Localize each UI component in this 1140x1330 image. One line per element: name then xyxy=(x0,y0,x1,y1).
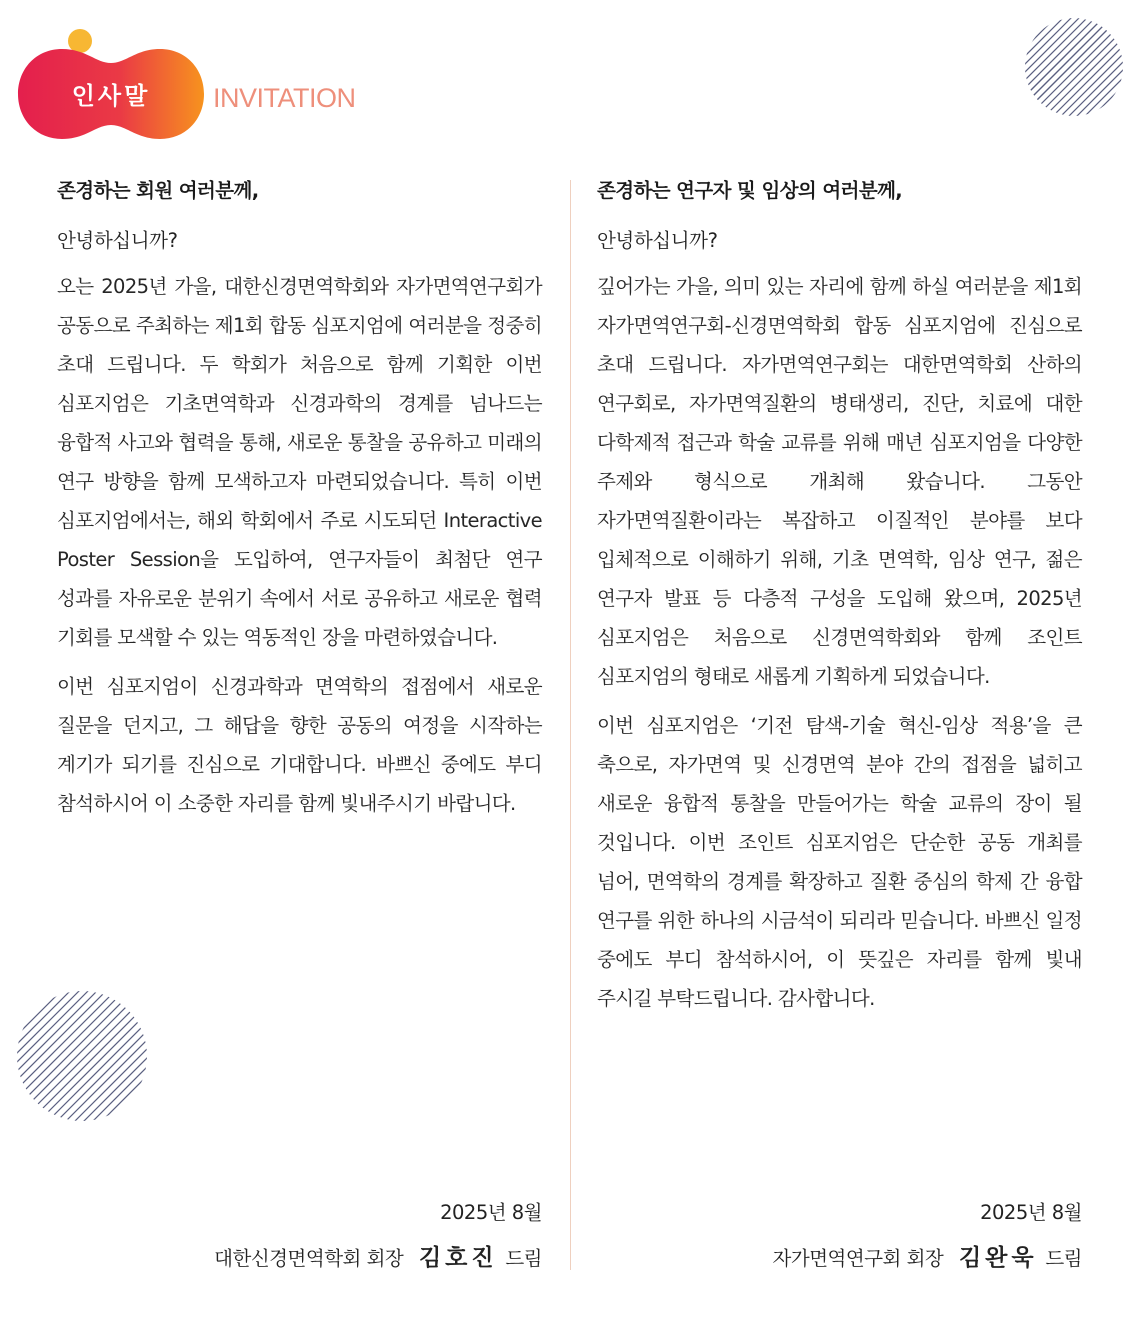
left-paragraph: 오는 2025년 가을, 대한신경면역학회와 자가면역연구회가 공동으로 주최하는 제1회 합동 심포지엄에 여러분을 정중히 초대 드립니다. 두 학회가 처음으로 함께 기획한 이번 심포지엄은 기초면역학과 신경과학의 경계를 넘나드는 융합적 사고와 협력을 통해, 새로운 통찰을 공유하고 미래의 연구 방향을 함께 모색하고자 마련되었습니다. 특히 이번 심포지엄에서는, 해외 학회에서 주로 시도되던 Interactive Poster Session을 도입하여, 연구자들이 최첨단 연구 성과를 자유로운 분위기 속에서 서로 공유하고 새로운 협력 기회를 모색할 수 있는 역동적인 장을 마련하였습니다. xyxy=(57,275,542,649)
left-greeting: 안녕하십니까? xyxy=(57,229,178,252)
right-org-title: 자가면역연구회 회장 xyxy=(772,1247,944,1270)
right-paragraph: 이번 심포지엄은 ‘기전 탐색-기술 혁신-임상 적용’을 큰 축으로, 자가면역 및 신경면역 분야 간의 접점을 넓히고 새로운 융합적 통찰을 만들어가는 학술 교류의 장이 될 것입니다. 이번 조인트 심포지엄은 단순한 공동 개최를 넘어, 면역학의 경계를 확장하고 질환 중심의 학제 간 융합 연구를 위한 하나의 시금석이 되리라 믿습니다. 바쁘신 일정 중에도 부디 참석하시어, 이 뜻깊은 자리를 함께 빛내 주시길 부탁드립니다. 감사합니다. xyxy=(597,714,1082,1010)
hatched-circle-decoration xyxy=(1024,17,1124,117)
left-closing: 드림 xyxy=(505,1247,542,1270)
right-greeting: 안녕하십니까? xyxy=(597,229,718,252)
right-signature-line xyxy=(773,1239,1082,1272)
left-paragraph: 이번 심포지엄이 신경과학과 면역학의 접점에서 새로운 질문을 던지고, 그 해답을 향한 공동의 여정을 시작하는 계기가 되기를 진심으로 기대합니다. 바쁘신 중에도 부디 참석하시어 이 소중한 자리를 함께 빛내주시기 바랍니다. xyxy=(57,675,542,815)
right-president-name: 김완욱 xyxy=(958,1245,1038,1271)
left-president-name: 김호진 xyxy=(418,1245,498,1271)
page-subtitle: INVITATION xyxy=(213,83,356,113)
right-paragraph: 깊어가는 가을, 의미 있는 자리에 함께 하실 여러분을 제1회 자가면역연구회-신경면역학회 합동 심포지엄에 진심으로 초대 드립니다. 자가면역연구회는 대한면역학회 산하의 연구회로, 자가면역질환의 병태생리, 진단, 치료에 대한 다학제적 접근과 학술 교류를 위해 매년 심포지엄을 다양한 주제와 형식으로 개최해 왔습니다. 그동안 자가면역질환이라는 복잡하고 이질적인 분야를 보다 입체적으로 이해하기 위해, 기초 면역학, 임상 연구, 젊은 연구자 발표 등 다층적 구성을 도입해 왔으며, 2025년 심포지엄은 처음으로 신경면역학회와 함께 조인트 심포지엄의 형태로 새롭게 기획하게 되었습니다. xyxy=(597,275,1082,688)
right-salutation: 존경하는 연구자 및 임상의 여러분께, xyxy=(597,179,903,202)
left-date: 2025년 8월 xyxy=(440,1201,542,1224)
page-title: 인사말 xyxy=(71,82,151,110)
left-salutation: 존경하는 회원 여러분께, xyxy=(57,179,259,202)
hatched-circle-decoration xyxy=(16,990,148,1122)
column-divider xyxy=(570,180,571,1270)
right-letter xyxy=(597,176,1082,1028)
left-org-title: 대한신경면역학회 회장 xyxy=(214,1247,404,1270)
right-date: 2025년 8월 xyxy=(980,1201,1082,1224)
left-letter xyxy=(57,176,542,833)
left-signature-line xyxy=(214,1239,542,1272)
right-closing: 드림 xyxy=(1045,1247,1082,1270)
